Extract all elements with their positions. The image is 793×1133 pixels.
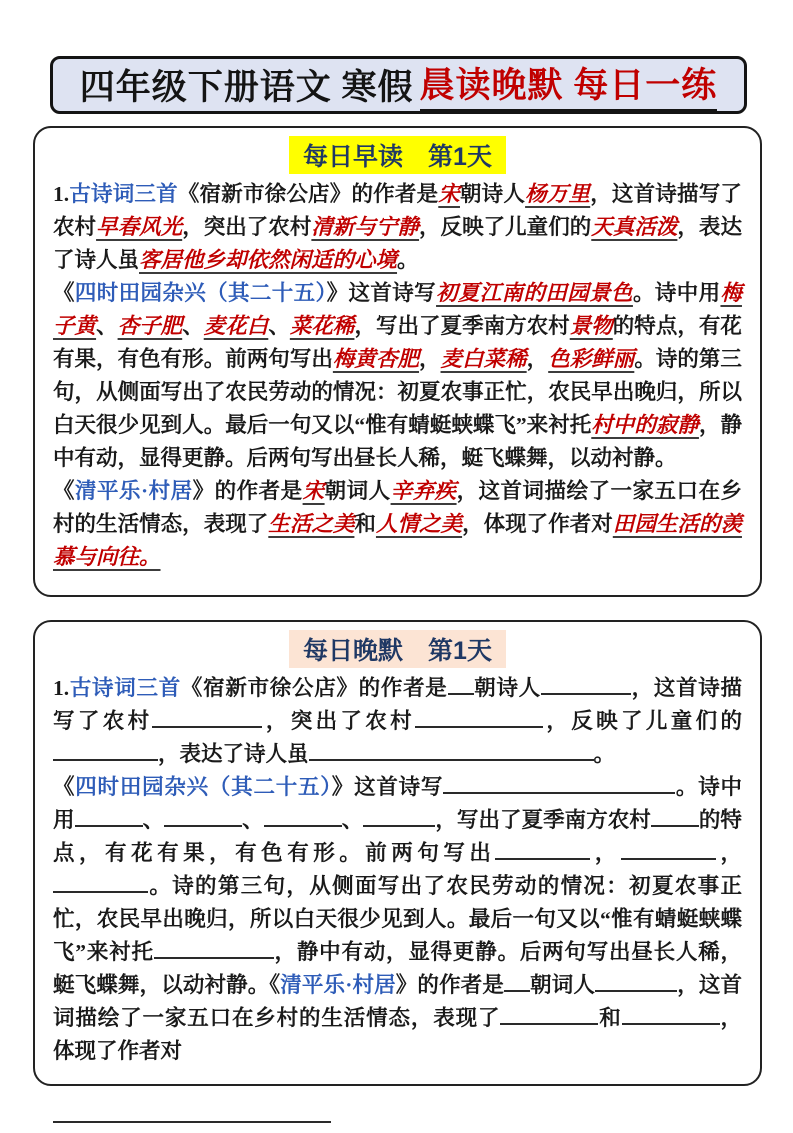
morning-reading-box xyxy=(33,126,762,597)
answer-text: 麦白菜稀 xyxy=(440,347,527,371)
page-title-black-text: 四年级下册语文 寒假 xyxy=(79,68,414,107)
poem-title-text: 清平乐·村居 xyxy=(75,479,193,503)
body-text: ，这首词描绘了一家五口在乡村的生活情态，表现了 xyxy=(53,973,742,1030)
body-text: ，表达了诗人虽 xyxy=(158,742,309,766)
body-text: ，表达了诗人虽 xyxy=(53,215,742,272)
body-text: ，这首诗描写了农村 xyxy=(53,182,742,239)
body-text: ， xyxy=(419,347,441,371)
body-text: 《宿新市徐公店》的作者是 xyxy=(180,676,448,700)
answer-text: 麦花白 xyxy=(203,314,269,338)
fill-in-blank xyxy=(75,805,143,827)
body-text: 》这首诗写 xyxy=(331,775,444,799)
body-text: 》的作者是 xyxy=(192,479,303,503)
body-text: 。 xyxy=(397,248,419,272)
evening-section-header: 每日晚默 第1天 xyxy=(289,630,506,668)
body-text: 。诗的第三句，从侧面写出了农民劳动的情况：初夏农事正忙，农民早出晚归，所以白天很少见到人。最后一句又以“惟有蜻蜓蛱蝶飞”来衬托 xyxy=(53,347,742,437)
fill-in-blank xyxy=(264,805,342,827)
body-text: 的特点，有花有果，有色有形。前两句写出 xyxy=(53,314,742,371)
body-text: ，反映了儿童们的 xyxy=(543,709,742,733)
body-text: ， xyxy=(590,841,621,865)
fill-in-blank xyxy=(152,706,262,728)
body-text: 1. xyxy=(53,182,70,206)
fill-in-blank xyxy=(621,838,716,860)
body-text: 、 xyxy=(341,808,364,832)
answer-text: 杨万里 xyxy=(525,182,591,206)
answer-text: 客居他乡却依然闲适的心境 xyxy=(139,248,398,272)
body-text: ，体现了作者对 xyxy=(462,512,613,536)
body-text: ，静中有动，显得更静。后两句写出昼长人稀，蜓飞蝶舞，以动衬静。《 xyxy=(53,940,742,997)
body-text: 。诗的第三句，从侧面写出了农民劳动的情况：初夏农事正忙，农民早出晚归，所以白天很少见到人。最后一句又以“惟有蜻蜓蛱蝶飞”来衬托 xyxy=(53,874,742,964)
body-text: ，突出了农村 xyxy=(182,215,312,239)
answer-text: 杏子肥 xyxy=(117,314,183,338)
fill-in-blank xyxy=(443,772,675,794)
body-text: 朝诗人 xyxy=(459,182,526,206)
answer-text: 宋 xyxy=(302,479,325,503)
body-text: 《 xyxy=(53,281,75,305)
morning-header-wrap xyxy=(53,136,742,174)
body-text: 朝词人 xyxy=(530,973,596,997)
poem-title-text: 古诗词三首 xyxy=(69,676,181,700)
fill-in-blank xyxy=(154,937,274,959)
page-title-banner xyxy=(50,56,747,114)
body-text: 、 xyxy=(182,314,204,338)
fill-in-blank xyxy=(500,1003,598,1025)
evening-dictation-box xyxy=(33,620,762,1086)
body-text: 》这首诗写 xyxy=(326,281,437,305)
evening-header-wrap xyxy=(53,630,742,668)
fill-in-blank xyxy=(53,1101,331,1123)
body-text: ，写出了夏季南方农村 xyxy=(435,808,651,832)
answer-text: 村中的寂静 xyxy=(591,413,699,437)
body-text: 。诗中用 xyxy=(53,775,742,832)
body-text: 、 xyxy=(142,808,165,832)
fill-in-blank xyxy=(622,1003,720,1025)
evening-section-body xyxy=(53,672,742,1133)
body-text: 朝词人 xyxy=(324,479,391,503)
answer-text: 生活之美 xyxy=(268,512,355,536)
body-text: 和 xyxy=(354,512,376,536)
answer-text: 人情之美 xyxy=(375,512,463,536)
poem-title-text: 清平乐·村居 xyxy=(280,973,396,997)
poem-title-text: 四时田园杂兴（其二十五） xyxy=(74,281,327,305)
body-text: 和 xyxy=(598,1006,622,1030)
answer-text: 初夏江南的田园景色 xyxy=(436,281,633,305)
fill-in-blank xyxy=(504,970,530,992)
body-text: 、 xyxy=(242,808,264,832)
body-text: 《宿新市徐公店》的作者是 xyxy=(177,182,439,206)
body-text: ，写出了夏季南方农村 xyxy=(354,314,570,338)
fill-in-blank xyxy=(595,970,677,992)
fill-in-blank xyxy=(309,739,594,761)
answer-text: 梅子黄 xyxy=(53,281,742,338)
answer-text: 景物 xyxy=(569,314,613,338)
body-text: ，突出了农村 xyxy=(262,709,416,733)
fill-in-blank xyxy=(363,805,435,827)
body-text: ，反映了儿童们的 xyxy=(419,215,592,239)
morning-section-body xyxy=(53,178,742,574)
body-text: ，这首词描绘了一家五口在乡村的生活情态，表现了 xyxy=(53,479,742,536)
body-text: 的特点，有花有果，有色有形。前两句写出 xyxy=(53,808,742,865)
answer-text: 梅黄杏肥 xyxy=(332,347,419,371)
body-text: ，这首诗描写了农村 xyxy=(53,676,742,733)
answer-text: 辛弃疾 xyxy=(390,479,457,503)
body-text: 朝诗人 xyxy=(473,676,541,700)
body-text: 、 xyxy=(96,314,118,338)
answer-text: 色彩鲜丽 xyxy=(548,347,635,371)
answer-text: 天真活泼 xyxy=(591,215,678,239)
morning-section-header: 每日早读 第1天 xyxy=(289,136,506,174)
body-text: ， xyxy=(715,841,742,865)
body-text: ，静中有动，显得更静。后两句写出昼长人稀，蜓飞蝶舞，以动衬静。 xyxy=(53,413,742,470)
fill-in-blank xyxy=(53,739,158,761)
answer-text: 清新与宁静 xyxy=(311,215,420,239)
body-text: 。诗中用 xyxy=(632,281,721,305)
fill-in-blank xyxy=(53,871,148,893)
body-text: 、 xyxy=(268,314,290,338)
fill-in-blank xyxy=(541,673,631,695)
body-text: ， xyxy=(526,347,549,371)
body-text: 。 xyxy=(593,742,616,766)
fill-in-blank xyxy=(495,838,590,860)
answer-text: 菜花稀 xyxy=(289,314,355,338)
poem-title-text: 古诗词三首 xyxy=(69,182,178,206)
answer-text: 田园生活的羡慕与向往。 xyxy=(53,512,742,569)
fill-in-blank xyxy=(164,805,242,827)
body-text: 《 xyxy=(53,479,75,503)
fill-in-blank xyxy=(448,673,474,695)
body-text: 《 xyxy=(53,775,76,799)
fill-in-blank xyxy=(415,706,543,728)
body-text: ，体现了作者对 xyxy=(53,1006,742,1063)
body-text: 1. xyxy=(53,676,70,700)
answer-text: 宋 xyxy=(438,182,460,206)
body-text: 》的作者是 xyxy=(395,973,504,997)
page-title-red-text: 晨读晚默 每日一练 xyxy=(420,58,718,112)
poem-title-text: 四时田园杂兴（其二十五） xyxy=(75,775,332,799)
fill-in-blank xyxy=(651,805,699,827)
answer-text: 早春风光 xyxy=(96,215,183,239)
